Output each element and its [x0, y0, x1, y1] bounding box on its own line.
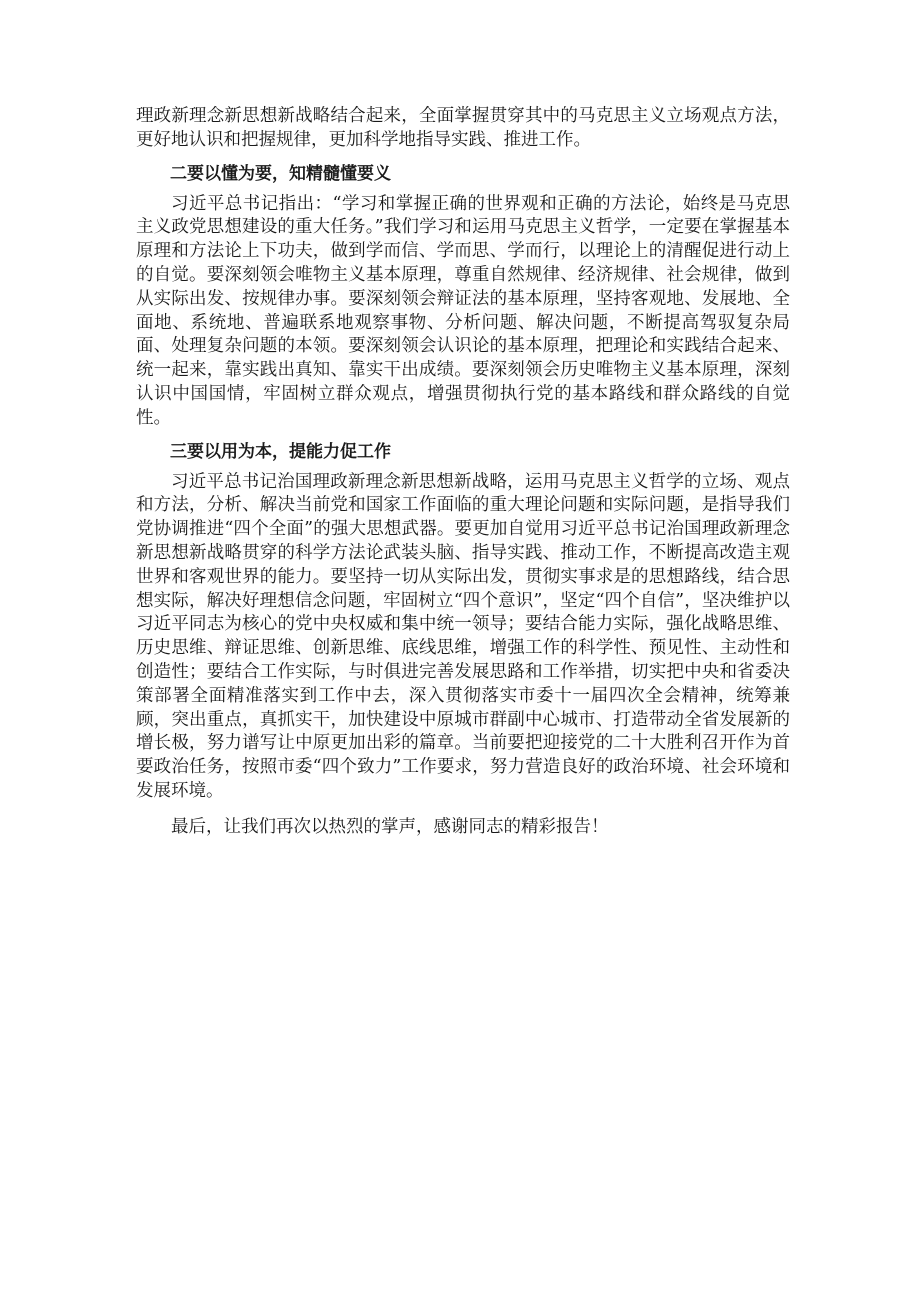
paragraph-intro: 理政新理念新思想新战略结合起来，全面掌握贯穿其中的马克思主义立场观点方法，更好地认识和把握规律，更加科学地指导实践、推进工作。 [136, 106, 790, 150]
section-heading-2: 二要以懂为要，知精髓懂要义 [170, 163, 391, 184]
paragraph-section-3: 习近平总书记治国理政新理念新思想新战略，运用马克思主义哲学的立场、观点和方法，分析、解决当前党和国家工作面临的重大理论问题和实际问题，是指导我们党协调推进“四个全面”的强大思想武器。要更加自觉用习近平总书记治国理政新理念新思想新战略贯穿的科学方法论武装头脑、指导实践、推动工作，不断提高改造主观世界和客观世界的能力。要坚持一切从实际出发，贯彻实事求是的思想路线，结合思想实际，解决好理想信念问题，牢固树立“四个意识”，坚定“四个自信”，坚决维护以习近平同志为核心的党中央权威和集中统一领导；要结合能力实际，强化战略思维、历史思维、辩证思维、创新思维、底线思维，增强工作的科学性、预见性、主动性和创造性；要结合工作实际，与时俱进完善发展思路和工作举措，切实把中央和省委决策部署全面精准落实到工作中去，深入贯彻落实市委十一届四次全会精神，统筹兼顾，突出重点，真抓实干，加快建设中原城市群副中心城市、打造带动全省发展新的增长极，努力谱写让中原更加出彩的篇章。当前要把迎接党的二十大胜利召开作为首要政治任务，按照市委“四个致力”工作要求，努力营造良好的政治环境、社会环境和发展环境。 [136, 471, 790, 801]
paragraph-closing: 最后，让我们再次以热烈的掌声，感谢同志的精彩报告！ [171, 816, 609, 837]
document-page [136, 105, 790, 840]
paragraph-section-2: 习近平总书记指出：“学习和掌握正确的世界观和正确的方法论，始终是马克思主义政党思想建设的重大任务。”我们学习和运用马克思主义哲学，一定要在掌握基本原理和方法论上下功夫，做到学而信、学而思、学而行，以理论上的清醒促进行动上的自觉。要深刻领会唯物主义基本原理，尊重自然规律、经济规律、社会规律，做到从实际出发、按规律办事。要深刻领会辩证法的基本原理，坚持客观地、发展地、全面地、系统地、普遍联系地观察事物、分析问题、解决问题，不断提高驾驭复杂局面、处理复杂问题的本领。要深刻领会认识论的基本原理，把理论和实践结合起来、统一起来，靠实践出真知、靠实干出成绩。要深刻领会历史唯物主义基本原理，深刻认识中国国情，牢固树立群众观点，增强贯彻执行党的基本路线和群众路线的自觉性。 [136, 193, 790, 428]
section-heading-3: 三要以用为本，提能力促工作 [170, 441, 391, 462]
